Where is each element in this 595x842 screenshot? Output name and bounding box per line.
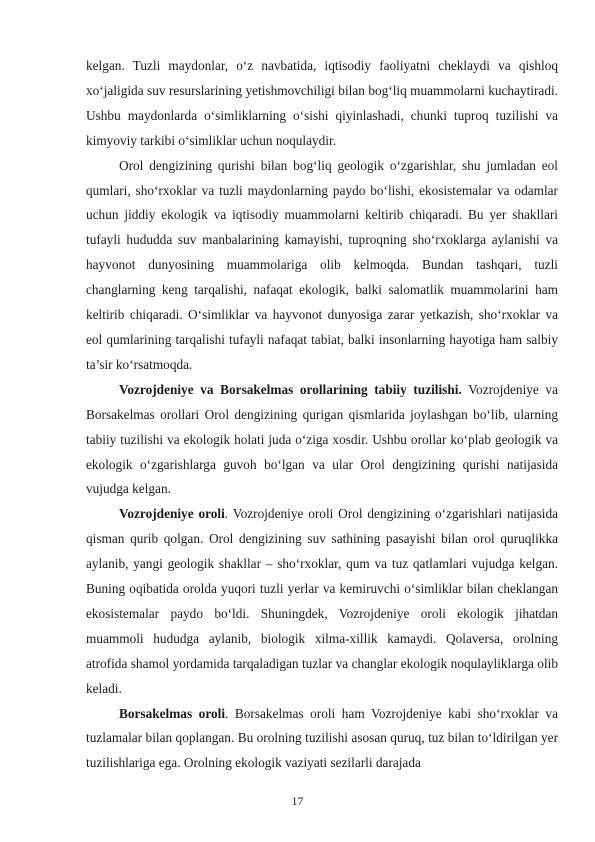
paragraph-body: . Borsakelmas oroli ham Vozrojdeniye kabi sho‘rxoklar va tuzlamalar bilan qoplangan. Bu orolning tuzilishi asosan quruq, tuz bilan to‘ldirilgan yer tuzilishlariga ega. Orolning ekologik vaziyati sezilarli darajada	[86, 705, 558, 771]
body-text	[86, 54, 558, 776]
section-heading: Borsakelmas oroli	[119, 705, 226, 721]
paragraph-geologic-changes	[86, 154, 558, 378]
paragraph-body: Orol dengizining qurishi bilan bog‘liq geologik o‘zgarishlar, shu jumladan eol qumlari, sho‘rxoklar va tuzli maydonlarning paydo bo‘lishi, ekosistemalar va odamlar uchun jiddiy ekologik va iqtisodiy muammolarni keltirib chiqaradi. Bu yer shakllari tufayli hududda suv manbalarining kamayishi, tuproqning sho‘rxoklarga aylanishi va hayvonot dunyosining muammolariga olib kelmoqda. Bundan tashqari, tuzli changlarning keng tarqalishi, nafaqat ekologik, balki salomatlik muammolarini ham keltirib chiqaradi. O‘simliklar va hayvonot dunyosiga zarar yetkazish, sho‘rxoklar va eol qumlarining tarqalishi tufayli nafaqat tabiat, balki insonlarning hayotiga ham salbiy ta’sir ko‘rsatmoqda.	[86, 157, 558, 372]
paragraph-borsakelmas	[86, 702, 558, 777]
paragraph-body: . Vozrojdeniye oroli Orol dengizining o‘zgarishlari natijasida qisman qurib qolgan. Orol dengizining suv sathining pasayishi bilan orol quruqlikka aylanib, yangi geologik shakllar – sho‘rxoklar, qum va tuz qatlamlari vujudga kelgan. Buning oqibatida oroldа yuqori tuzli yerlar va kemiruvchi o‘simliklar bilan cheklangan ekosistemalar paydo bo‘ldi. Shuningdek, Vozrojdeniye oroli ekologik jihatdan muammoli hududga aylanib, biologik xilma-xillik kamaydi. Qolaversa, orolning atrofida shamol yordamida tarqaladigan tuzlar va changlar ekologik noqulayliklarga olib keladi.	[86, 506, 558, 696]
paragraph-vozrojdeniye	[86, 502, 558, 701]
page-number: 17	[291, 794, 304, 808]
paragraph-body: kelgan. Tuzli maydonlar, o‘z navbatida, iqtisodiy faoliyatni cheklaydi va qishloq xo‘jaligida suv resurslarining yetishmovchiligi bilan bog‘liq muammolarni kuchaytiradi. Ushbu maydonlarda o‘simliklarning o‘sishi qiyinlashadi, chunki tuproq tuzilishi va kimyoviy tarkibi o‘simliklar uchun noqulaydir.	[86, 58, 558, 148]
paragraph-islands-structure	[86, 378, 558, 503]
section-heading: Vozrojdeniye va Borsakelmas orollarining tabiiy tuzilishi.	[119, 381, 462, 397]
section-heading: Vozrojdeniye oroli	[119, 506, 225, 522]
paragraph-continuation	[86, 54, 558, 154]
paragraph-body: Vozrojdeniye va Borsakelmas orollari Orol dengizining qurigan qismlarida joylashgan bo‘lib, ularning tabiiy tuzilishi va ekologik holati juda o‘ziga xosdir. Ushbu orollar ko‘plab geologik va ekologik o‘zgarishlarga guvoh bo‘lgan va ular Orol dengizining qurishi natijasida vujudga kelgan.	[86, 381, 558, 497]
